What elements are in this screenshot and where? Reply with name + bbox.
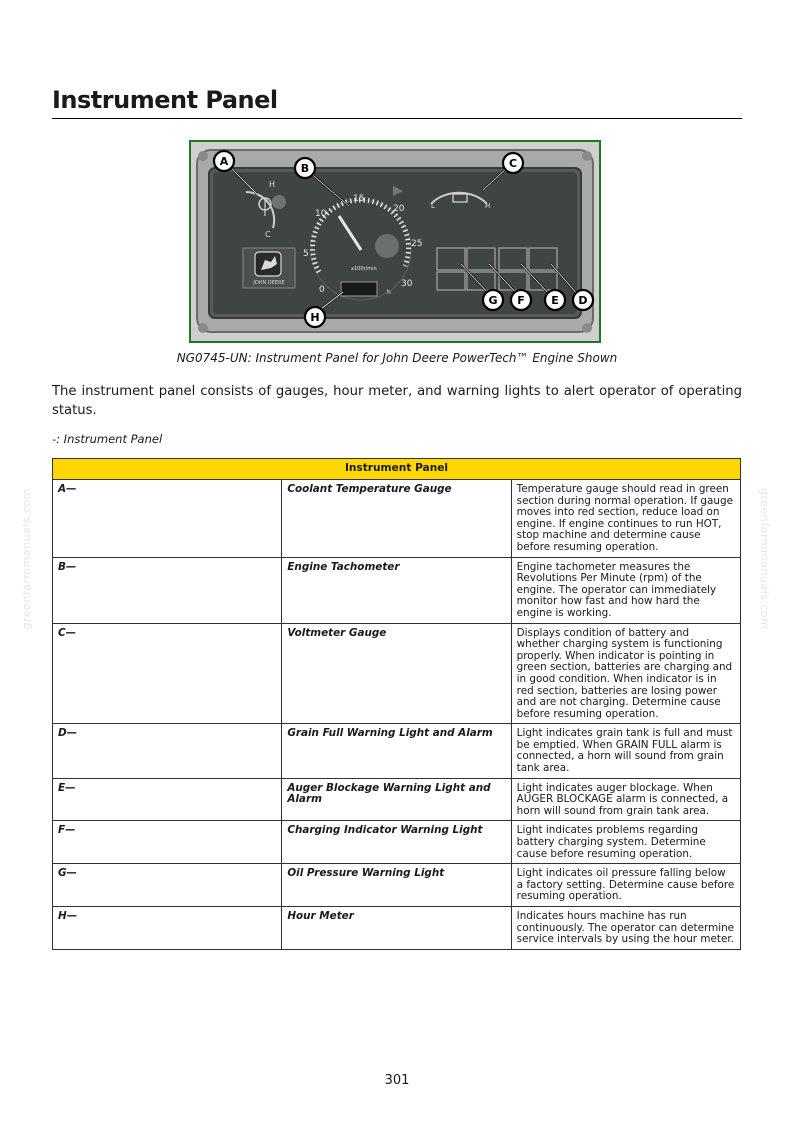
row-name: Oil Pressure Warning Light (282, 864, 511, 907)
callout-h (305, 307, 325, 327)
tach-tick-0: 0 (319, 285, 325, 295)
volt-h-label: H (485, 202, 491, 210)
row-name: Hour Meter (282, 907, 511, 950)
page-title: Instrument Panel (52, 86, 742, 119)
brand-label: JOHN DEERE (253, 280, 285, 286)
callout-e (545, 290, 565, 310)
watermark-left: greenfarmmanuals.com (20, 488, 33, 630)
callout-f (511, 290, 531, 310)
svg-text:G: G (488, 294, 498, 307)
row-key: C— (53, 623, 282, 724)
table-caption: -: Instrument Panel (52, 432, 163, 446)
row-key: F— (53, 821, 282, 864)
tach-tick-10: 10 (315, 209, 327, 219)
row-name: Coolant Temperature Gauge (282, 480, 511, 558)
row-description: Temperature gauge should read in green section during normal operation. If gauge moves into red section, reduce load on engine. If engine continues to run HOT, stop machine and determine cause before resuming operation. (511, 480, 740, 558)
row-key: G— (53, 864, 282, 907)
tach-h-label: h (387, 289, 391, 296)
instrument-panel-table (52, 458, 741, 950)
tach-tick-30: 30 (401, 279, 413, 289)
hour-meter-window (341, 282, 377, 296)
row-description: Light indicates oil pressure falling below a factory setting. Determine cause before resuming operation. (511, 864, 740, 907)
callout-g (483, 290, 503, 310)
table-row (53, 557, 741, 623)
tach-tick-25: 25 (411, 239, 423, 249)
callout-a (214, 151, 234, 171)
row-name: Charging Indicator Warning Light (282, 821, 511, 864)
table-row (53, 480, 741, 558)
tach-unit-label: x100r/min (351, 266, 377, 272)
instrument-panel-illustration (191, 142, 599, 341)
svg-text:B: B (300, 162, 310, 175)
temp-c-label: C (265, 230, 271, 239)
volt-l-label: L (431, 202, 435, 210)
row-name: Grain Full Warning Light and Alarm (282, 724, 511, 778)
temp-h-label: H (269, 180, 276, 189)
row-key: B— (53, 557, 282, 623)
row-description: Light indicates auger blockage. When AUGER BLOCKAGE alarm is connected, a horn will sound from grain tank area. (511, 778, 740, 821)
svg-text:A: A (219, 155, 229, 168)
svg-text:D: D (578, 294, 588, 307)
table-row (53, 623, 741, 724)
svg-text:H: H (310, 311, 320, 324)
instrument-panel-figure (189, 140, 601, 343)
row-key: A— (53, 480, 282, 558)
row-description: Engine tachometer measures the Revolutions Per Minute (rpm) of the engine. The operator can immediately monitor how fast and how hard the engine is working. (511, 557, 740, 623)
row-name: Voltmeter Gauge (282, 623, 511, 724)
svg-text:C: C (508, 157, 518, 170)
figure-caption: NG0745-UN: Instrument Panel for John Deere PowerTech™ Engine Shown (176, 351, 618, 365)
table-row (53, 724, 741, 778)
table-row (53, 821, 741, 864)
intro-paragraph: The instrument panel consists of gauges, hour meter, and warning lights to alert operator of operating status. (52, 384, 742, 418)
tach-tick-15: 15 (353, 194, 365, 204)
row-key: E— (53, 778, 282, 821)
table-header: Instrument Panel (53, 459, 741, 480)
row-name: Engine Tachometer (282, 557, 511, 623)
table-row (53, 864, 741, 907)
svg-text:E: E (551, 294, 559, 307)
page-number: 301 (384, 1073, 410, 1088)
table-row (53, 778, 741, 821)
row-description: Indicates hours machine has run continuously. The operator can determine service intervals by using the hour meter. (511, 907, 740, 950)
row-key: D— (53, 724, 282, 778)
svg-text:F: F (517, 294, 525, 307)
tach-tick-5: 5 (303, 249, 309, 259)
row-description: Light indicates grain tank is full and must be emptied. When GRAIN FULL alarm is connected, a horn will sound from grain tank area. (511, 724, 740, 778)
row-name: Auger Blockage Warning Light and Alarm (282, 778, 511, 821)
row-key: H— (53, 907, 282, 950)
row-description: Light indicates problems regarding battery charging system. Determine cause before resuming operation. (511, 821, 740, 864)
row-description: Displays condition of battery and whether charging system is functioning properly. When indicator is pointing in green section, batteries are charging and in good condition. When indicator is in red section, batteries are losing power and are not charging. Determine cause before resuming operation. (511, 623, 740, 724)
tach-tick-20: 20 (393, 204, 405, 214)
table-row (53, 907, 741, 950)
watermark-right: greenfarmmanuals.com (758, 488, 771, 630)
callout-b (295, 158, 315, 178)
callout-d (573, 290, 593, 310)
callout-c (503, 153, 523, 173)
